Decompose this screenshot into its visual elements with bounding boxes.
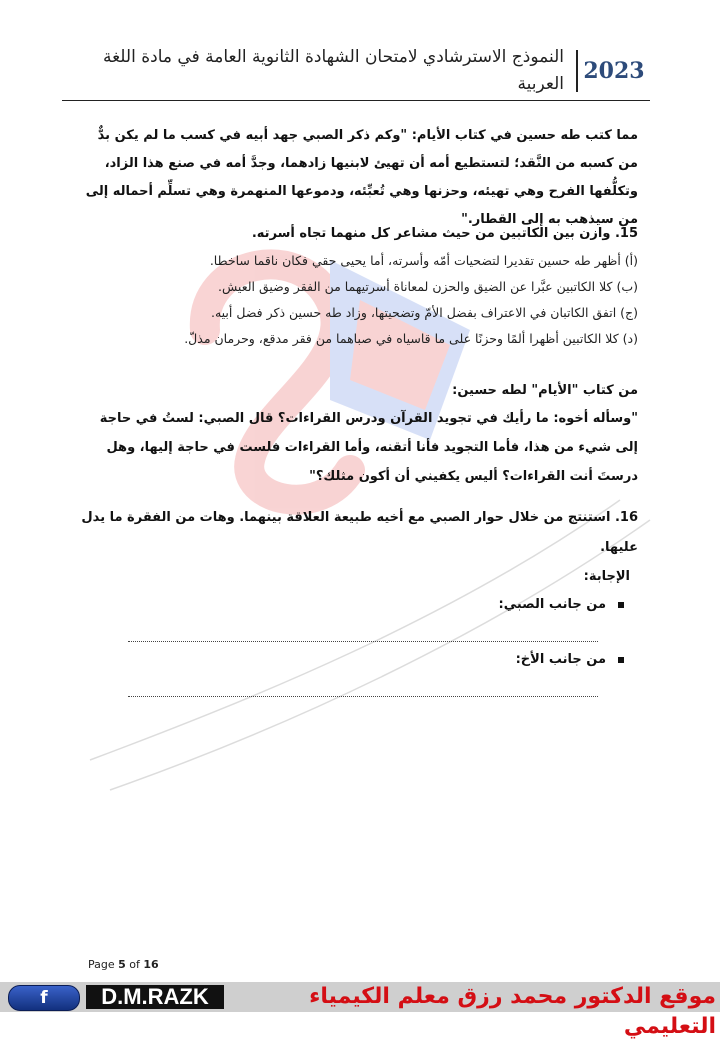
option-c: (ج) اتفق الكاتبان في الاعتراف بفضل الأمّ وتضحيتها، وزاد طه حسين ذكر فضل أبيه.: [210, 305, 638, 320]
passage-two: [80, 378, 638, 491]
answer-line-brother[interactable]: [128, 674, 598, 697]
answer-label: الإجابة:: [583, 569, 630, 584]
bullet-boy: [80, 591, 624, 619]
passage-two-text: "وسأله أخوه: ما رأيك في تجويد القرآن ودرس القراءات؟ قال الصبي: لستُ في حاجة إلى شيء من هذا، فأما التجويد فأنا أتقنه، وأما القراءات فلست في حاجة إليها، وهل درستَ أنت القراءات؟ أليس يكفيني أن أكون مثلك؟": [99, 411, 638, 484]
bullet-boy-label: من جانب الصبي:: [498, 597, 606, 612]
option-d: (د) كلا الكاتبين أظهرا ألمًا وحزنًا على ما قاسياه في صباهما من فقر مدقع، وحرمان مذلّ.: [184, 331, 638, 346]
site-name: موقع الدكتور محمد رزق معلم الكيمياء التعليمي: [309, 984, 716, 1039]
page-number: [88, 958, 159, 971]
page-of: of: [129, 958, 140, 971]
question-15: [80, 220, 638, 352]
bullet-brother: [80, 646, 624, 674]
footer-banner: [0, 982, 720, 1039]
question-16-line: [80, 503, 638, 563]
page-total: 16: [143, 958, 159, 971]
exam-year: 2023: [576, 50, 650, 92]
question-16-number: 16.: [614, 510, 638, 525]
passage-two-source: من كتاب "الأيام" لطه حسين:: [452, 383, 638, 398]
question-16: [80, 503, 638, 701]
answer-line-boy[interactable]: [128, 619, 598, 642]
page-current: 5: [118, 958, 126, 971]
option-b: (ب) كلا الكاتبين عبَّرا عن الضيق والحزن لمعاناة أسرتيهما من الفقر وضيق العيش.: [218, 279, 638, 294]
brand-name: D.M.RAZK: [86, 985, 224, 1009]
document-title: النموذج الاسترشادي لامتحان الشهادة الثانوية العامة في مادة اللغة العربية: [102, 47, 564, 94]
question-15-line: [80, 220, 638, 248]
page-word: Page: [88, 958, 115, 971]
passage-one-text: مما كتب طه حسين في كتاب الأيام: "وكم ذكر الصبي جهد أبيه في كسب ما لم يكن بدٌّ من كسبه من النَّقد؛ لتستطيع أمه أن تهيئ لابنيها زادهما، وجدَّ أمه في صنع هذا الزاد، وتكلُّفها الفرح وهي تهيئه، وحزنها وهي تُعبِّئه، ودموعها المنهمرة وهي تسلِّم أحماله إلى من سيذهب به إلى القطار.": [85, 128, 638, 227]
facebook-icon[interactable]: f: [8, 985, 80, 1011]
question-15-number: 15.: [614, 226, 638, 241]
bullet-square-icon: [618, 657, 624, 663]
bullet-brother-label: من جانب الأخ:: [515, 652, 606, 667]
bullet-square-icon: [618, 602, 624, 608]
option-a: (أ) أظهر طه حسين تقديرا لتضحيات أمّه وأسرته، أما يحيى حقي فكان ناقما ساخطا.: [209, 253, 638, 268]
passage-one: [80, 122, 638, 234]
question-16-text: استنتج من خلال حوار الصبي مع أخيه طبيعة العلاقة بينهما. وهات من الفقرة ما يدل عليها.: [81, 510, 638, 555]
page-header: [62, 40, 650, 101]
question-15-text: وازن بين الكاتبين من حيث مشاعر كل منهما تجاه أسرته.: [251, 226, 611, 241]
